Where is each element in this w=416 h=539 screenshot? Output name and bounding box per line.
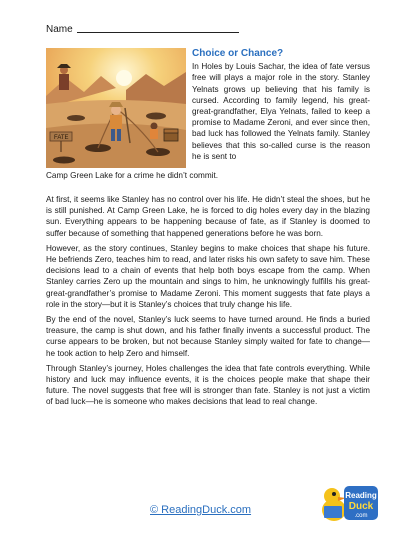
name-blank-line[interactable] (77, 31, 239, 33)
story-illustration (46, 48, 186, 168)
sun (116, 70, 132, 86)
intro-paragraph: In Holes by Louis Sachar, the idea of fate versus free will plays a major role in the story. Stanley Yelnats grows up believing that his family is cursed. According to family legend, his great-great-grandfather, Elya Yelnats, failed to keep a promise to Madame Zeroni, and ever since then, bad luck has followed the Yelnats family. Stanley believes that this so-called curse is the reason he is sent to (192, 62, 370, 161)
logo-com-text: .com (354, 513, 368, 519)
fate-sign-label: FATE (54, 135, 69, 141)
hole (53, 157, 75, 164)
readingduck-logo (318, 476, 380, 526)
passage-body (46, 194, 370, 412)
intro-paragraph-tail: Camp Green Lake for a crime he didn’t commit. (46, 171, 219, 180)
logo-duck-text: Duck (348, 501, 374, 512)
hole (67, 115, 85, 121)
passage-title: Choice or Chance? (192, 48, 284, 59)
intro-column (192, 48, 370, 162)
paragraph: Through Stanley’s journey, Holes challenges the idea that fate controls everything. While history and luck may influence events, it is the choices people make that shape their future. The novel suggests that free will is stronger than fate. Stanley is not just a victim of bad luck—he is someone who makes decisions that lead to real change. (46, 363, 370, 407)
readingduck-link[interactable]: © ReadingDuck.com (150, 504, 252, 516)
hole (146, 113, 166, 120)
paragraph: By the end of the novel, Stanley’s luck seems to have turned around. He finds a buried treasure, the camp is shut down, and his father finally invents a successful product. The curse appears to be broken, but not because Stanley simply waited for fate to change—he took action to help Zero and himself. (46, 315, 370, 358)
name-label: Name (46, 24, 73, 35)
paragraph: At first, it seems like Stanley has no control over his life. He didn’t steal the shoes, but he is still punished. At Camp Green Lake, he is forced to dig holes every day in the blazing sun. Everything appears to be happening because of fate, as if Stanley is doomed to suffer because of something that happened generations before he was born. (46, 195, 370, 238)
logo-reading-text: Reading (345, 491, 377, 500)
name-field-row (46, 24, 239, 35)
zero-figure (151, 123, 158, 130)
paragraph: However, as the story continues, Stanley begins to make choices that shape his future. He befriends Zero, teaches him to read, and later risks his own safety to save him. These decisions lead to a chain of events that help both boys escape from the camp. When Stanley carries Zero up the mountain and sings to him, he unknowingly fulfills his great-great-grandfather’s promise to Madame Zeroni. This moment suggests that fate plays a role in the story—but it is Stanley’s choices that truly change his life. (46, 243, 370, 309)
